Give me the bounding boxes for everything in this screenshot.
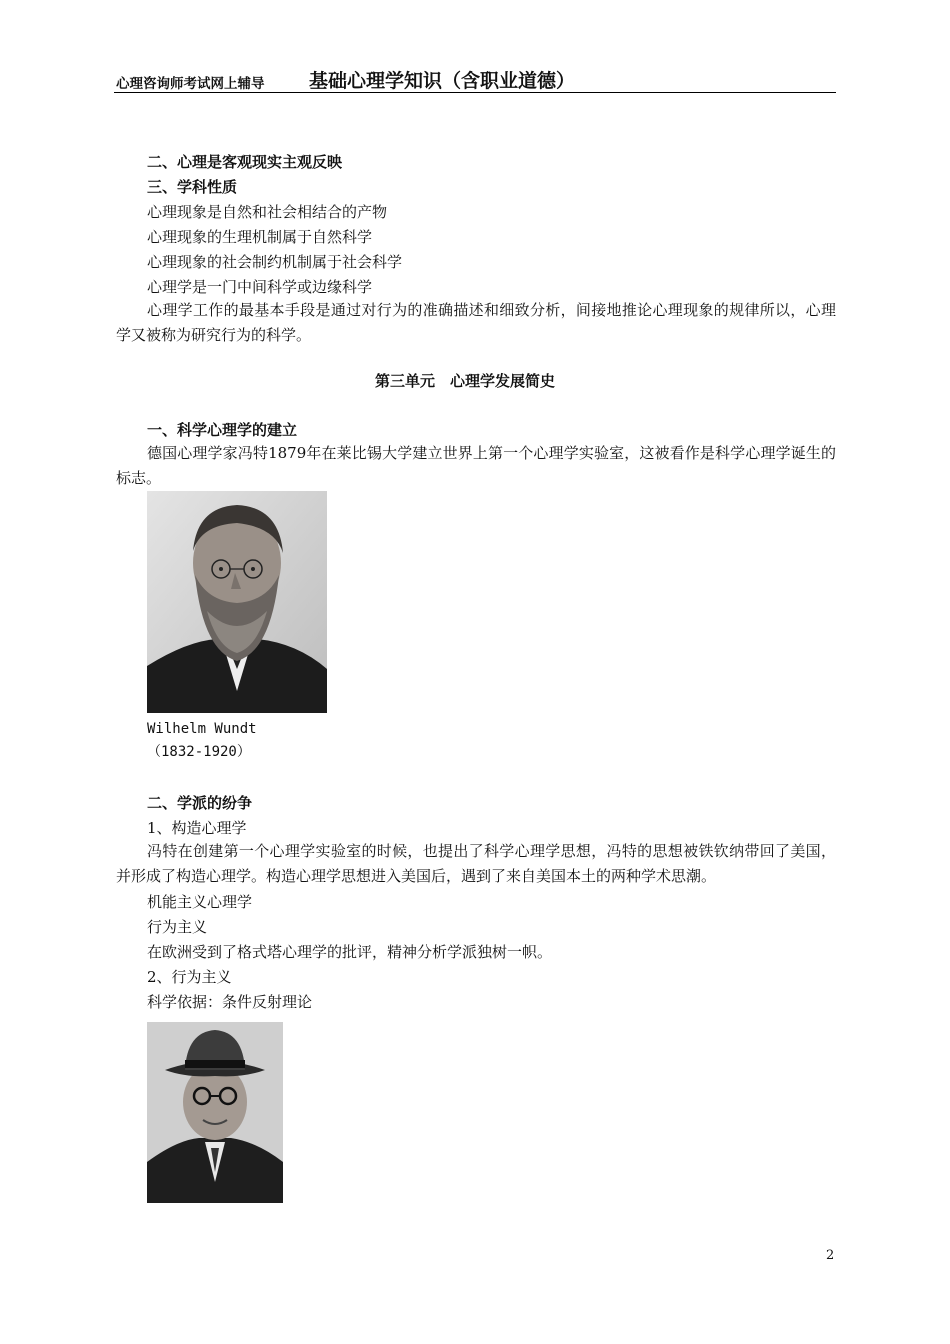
unit-section-2-line-4: 2、行为主义: [147, 968, 232, 986]
unit-section-2-heading: 二、学派的纷争: [147, 794, 253, 812]
wundt-caption-name: Wilhelm Wundt: [147, 721, 257, 737]
unit-section-2-line-5: 科学依据：条件反射理论: [147, 993, 313, 1011]
sec3-line-1: 心理现象是自然和社会相结合的产物: [147, 203, 388, 221]
header-title: 基础心理学知识（含职业道德）: [309, 70, 576, 92]
sec3-paragraph: 心理学工作的最基本手段是通过对行为的准确描述和细致分析，间接地推论心理现象的规律所以，心理学又被称为研究行为的科学。: [116, 301, 836, 344]
section-heading-3: 三、学科性质: [147, 178, 238, 196]
header-left-text: 心理咨询师考试网上辅导: [116, 76, 265, 92]
unit-section-1-paragraph: 德国心理学家冯特1879年在莱比锡大学建立世界上第一个心理学实验室，这被看作是科学心理学诞生的标志。: [116, 444, 836, 487]
section-heading-2: 二、心理是客观现实主观反映: [147, 153, 343, 171]
unit-section-2-line-3: 在欧洲受到了格式塔心理学的批评，精神分析学派独树一帜。: [147, 943, 553, 961]
header-rule: [114, 92, 836, 93]
sec3-line-3: 心理现象的社会制约机制属于社会科学: [147, 253, 403, 271]
sec3-line-2: 心理现象的生理机制属于自然科学: [147, 228, 373, 246]
unit-title: 第三单元 心理学发展简史: [375, 372, 556, 390]
unit-section-2-item-1: 1、构造心理学: [147, 819, 247, 837]
sec3-line-4: 心理学是一门中间科学或边缘科学: [147, 278, 373, 296]
unit-section-1-heading: 一、科学心理学的建立: [147, 421, 298, 439]
wundt-caption-years: （1832-1920）: [147, 744, 251, 760]
wundt-portrait: [147, 491, 327, 713]
watson-portrait: [147, 1022, 283, 1203]
unit-section-2-line-2: 行为主义: [147, 918, 208, 936]
unit-section-2-line-1: 机能主义心理学: [147, 893, 253, 911]
page-number: 2: [826, 1248, 835, 1263]
unit-section-2-paragraph: 冯特在创建第一个心理学实验室的时候，也提出了科学心理学思想，冯特的思想被铁钦纳带回了美国，并形成了构造心理学。构造心理学思想进入美国后，遇到了来自美国本土的两种学术思潮。: [116, 842, 836, 885]
